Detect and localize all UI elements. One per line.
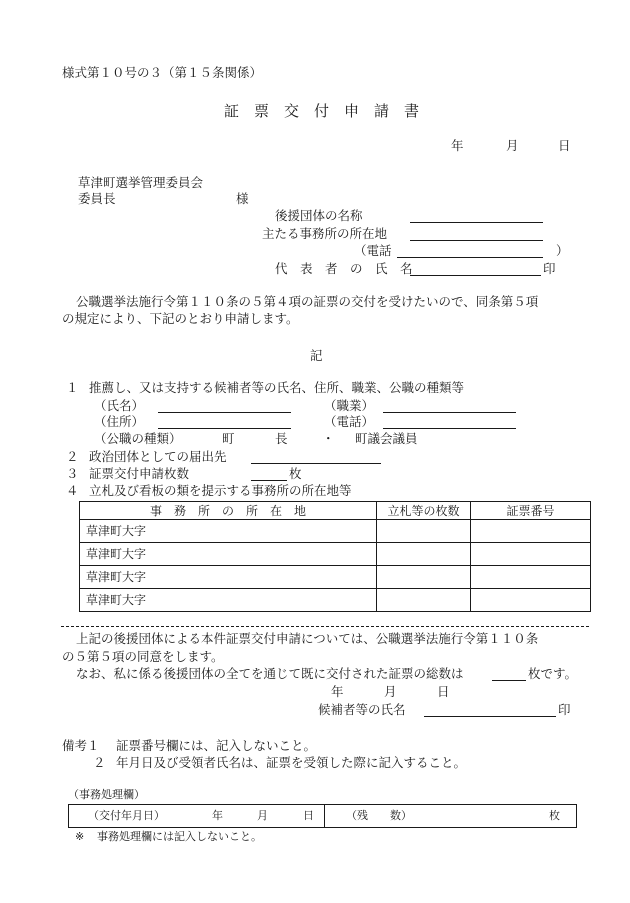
consent-line1: 上記の後援団体による本件証票交付申請については、公職選挙法施行令第１１０条: [76, 631, 539, 646]
note-2: 年月日及び受領者氏名は、証票を受領した際に記入すること。: [116, 755, 467, 770]
table-row: [80, 589, 591, 612]
applicant-phone-close: ）: [556, 243, 569, 258]
header-sign-count: 立札等の枚数: [377, 502, 471, 520]
registration-destination-field[interactable]: [251, 463, 381, 464]
candidate-address-field[interactable]: [158, 428, 291, 429]
office-use-note-mark: ※: [75, 830, 85, 843]
item3-number: ３: [66, 466, 79, 481]
office-use-box: [68, 804, 577, 828]
org-name-label: 後援団体の名称: [275, 208, 363, 223]
representative-seal: 印: [543, 261, 556, 276]
office-type-chou[interactable]: 長: [275, 431, 288, 446]
applicant-phone-label: （電話: [354, 243, 392, 258]
sign-count-cell[interactable]: [377, 566, 471, 589]
intro-line2: の規定により、下記のとおり申請します。: [62, 311, 299, 326]
date-year: 年: [451, 138, 464, 153]
office-address-cell[interactable]: 草津町大字: [80, 520, 377, 543]
form-number: 様式第１０号の３（第１５条関係）: [62, 65, 263, 80]
table-row: [80, 543, 591, 566]
addressee-chairman: 委員長: [78, 191, 116, 206]
header-certificate-number: 証票番号: [471, 502, 591, 520]
sign-count-cell[interactable]: [377, 543, 471, 566]
sign-count-cell[interactable]: [377, 589, 471, 612]
issue-date-month: 月: [257, 809, 268, 822]
candidate-job-label: （職業）: [324, 398, 375, 413]
note-2-number: ２: [93, 755, 106, 770]
date-month: 月: [506, 138, 519, 153]
office-use-label: （事務処理欄）: [68, 788, 145, 801]
candidate-signature-label: 候補者等の氏名: [318, 702, 406, 717]
issued-total-unit: 枚です。: [528, 666, 578, 681]
request-count-unit: 枚: [289, 466, 302, 481]
intro-line1: 公職選挙法施行令第１１０条の５第４項の証票の交付を受けたいので、同条第５項: [76, 294, 539, 309]
office-address-label: 主たる事務所の所在地: [262, 226, 388, 241]
org-name-field[interactable]: [410, 222, 543, 223]
candidate-address-label: （住所）: [94, 414, 145, 429]
item2-number: ２: [66, 449, 79, 464]
candidate-job-field[interactable]: [383, 412, 516, 413]
item2-label: 政治団体としての届出先: [89, 449, 227, 464]
office-type-machi[interactable]: 町: [222, 431, 235, 446]
consent-line2: の５第５項の同意をします。: [62, 649, 224, 664]
consent-date-year: 年: [331, 684, 344, 699]
certificate-number-cell[interactable]: [471, 566, 591, 589]
office-type-separator: ・: [322, 431, 335, 446]
consent-date-month: 月: [384, 684, 397, 699]
certificate-number-cell[interactable]: [471, 520, 591, 543]
item1-number: １: [66, 380, 79, 395]
candidate-seal: 印: [558, 702, 571, 717]
document-title: 証 票 交 付 申 請 書: [224, 102, 420, 120]
consent-date-day: 日: [437, 684, 450, 699]
certificate-number-cell[interactable]: [471, 589, 591, 612]
office-address-cell[interactable]: 草津町大字: [80, 566, 377, 589]
addressee-committee: 草津町選挙管理委員会: [78, 175, 204, 190]
candidate-phone-label: （電話）: [324, 414, 375, 429]
item4-label: 立札及び看板の類を提示する事務所の所在地等: [89, 483, 352, 498]
table-row: [80, 566, 591, 589]
certificate-number-cell[interactable]: [471, 543, 591, 566]
candidate-phone-field[interactable]: [383, 428, 516, 429]
cut-line-divider: [61, 626, 589, 627]
issued-total-field[interactable]: [492, 680, 526, 681]
applicant-phone-field[interactable]: [397, 257, 543, 258]
candidate-name-field[interactable]: [158, 412, 291, 413]
office-use-divider: [324, 805, 325, 827]
representative-field[interactable]: [410, 275, 541, 276]
office-use-note: 事務処理欄には記入しないこと。: [97, 830, 262, 843]
issue-date-day: 日: [303, 809, 314, 822]
note-1: 証票番号欄には、記入しないこと。: [116, 738, 317, 753]
table-row: [80, 520, 591, 543]
office-type-council[interactable]: 町議会議員: [355, 431, 418, 446]
remaining-unit: 枚: [549, 809, 560, 822]
consent-line3: なお、私に係る後援団体の全てを通じて既に交付された証票の総数は: [76, 666, 464, 681]
item1-heading: 推薦し、又は支持する候補者等の氏名、住所、職業、公職の種類等: [89, 380, 465, 395]
item4-number: ４: [66, 483, 79, 498]
date-day: 日: [558, 138, 571, 153]
issue-date-year: 年: [212, 809, 223, 822]
representative-label: 代 表 者 の 氏 名: [275, 261, 413, 276]
office-address-cell[interactable]: 草津町大字: [80, 543, 377, 566]
candidate-name-label: （氏名）: [94, 398, 145, 413]
ki-heading: 記: [310, 348, 323, 363]
table-header-row: [80, 502, 591, 520]
item3-label: 証票交付申請枚数: [89, 466, 190, 481]
office-address-field[interactable]: [410, 240, 543, 241]
candidate-signature-field[interactable]: [424, 716, 556, 717]
issue-date-label: （交付年月日）: [88, 809, 165, 822]
notes-label: 備考１: [62, 738, 100, 753]
office-address-cell[interactable]: 草津町大字: [80, 589, 377, 612]
office-type-label: （公職の種類）: [94, 431, 182, 446]
sign-count-cell[interactable]: [377, 520, 471, 543]
header-office-address: 事 務 所 の 所 在 地: [80, 502, 377, 520]
remaining-label: （残 数）: [346, 809, 412, 822]
addressee-honorific: 様: [236, 191, 249, 206]
office-locations-table: [79, 501, 591, 612]
request-count-field[interactable]: [251, 480, 287, 481]
